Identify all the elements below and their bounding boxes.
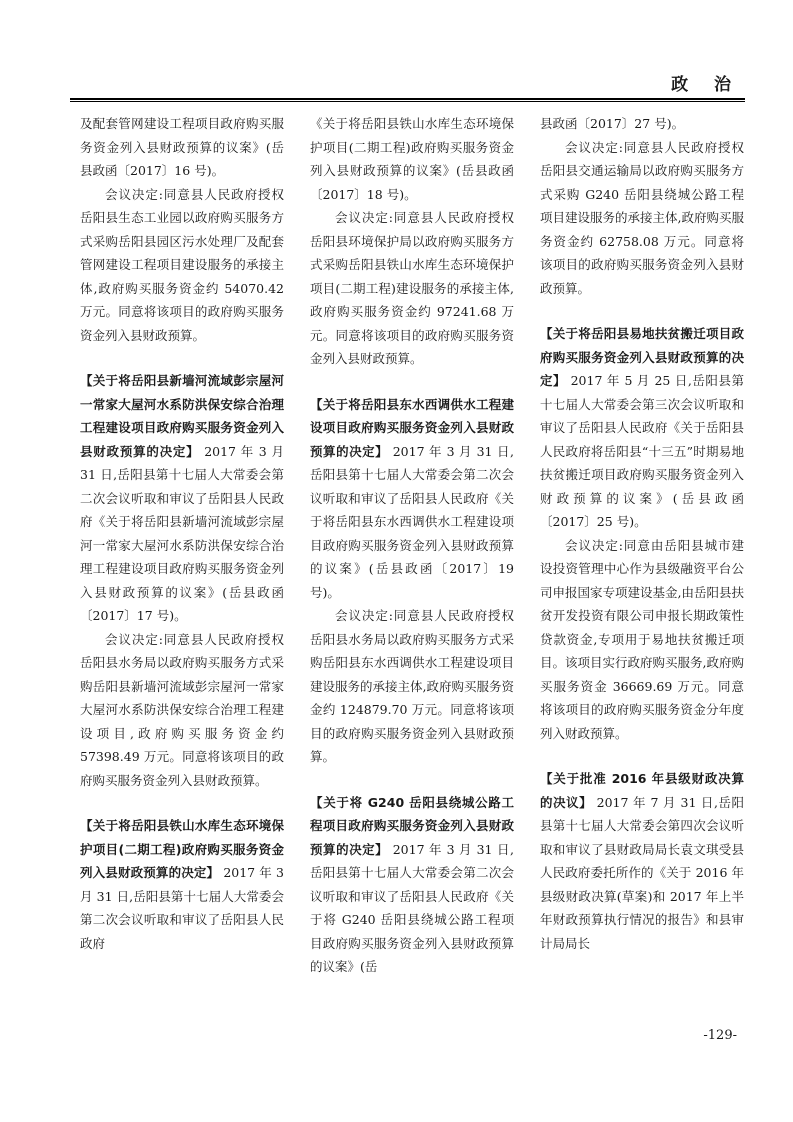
paragraph: 会议决定:同意县人民政府授权岳阳县水务局以政府购买服务方式采购岳阳县新墙河流域彭宗屋河一常家大屋河水系防洪保安综合治理工程建设项目,政府购买服务资金约 57398.49 万元。同意将该项目的政府购买服务资金列入县财政预算。 bbox=[80, 631, 284, 788]
page-number: -129- bbox=[703, 1028, 737, 1043]
section-title: 政 治 bbox=[671, 75, 741, 95]
page-header bbox=[70, 66, 745, 98]
paragraph: 会议决定:同意县人民政府授权岳阳县环境保护局以政府购买服务方式采购岳阳县铁山水库生态环境保护项目(二期工程)建设服务的承接主体,政府购买服务资金约 97241.68 万元。同意将该项目的政府购买服务资金列入县财政预算。 bbox=[310, 210, 514, 366]
decision-heading: 【关于将岳阳县铁山水库生态环境保护项目(二期工程)政府购买服务资金列入县财政预算的决定】 bbox=[80, 818, 284, 880]
paragraph: 县政函〔2017〕27 号)。 bbox=[540, 116, 685, 131]
decision-heading: 【关于将 G240 岳阳县绕城公路工程项目政府购买服务资金列入县财政预算的决定】 bbox=[310, 794, 514, 857]
paragraph: 会议决定:同意县人民政府授权岳阳县生态工业园以政府购买服务方式采购岳阳县园区污水处理厂及配套管网建设工程项目建设服务的承接主体,政府购买服务资金约 54070.42 万元。同意将该项目的政府购买服务资金列入县财政预算。 bbox=[80, 186, 284, 343]
decision-text: 2017 年 3 月 31 日,岳阳县第十七届人大常委会第二次会议听取和审议了岳阳县人民政府《关于将岳阳县东水西调供水工程建设项目政府购买服务资金列入县财政预算的议案》(岳县政函〔2017〕19 号)。 bbox=[310, 443, 514, 600]
decision-entry bbox=[80, 814, 284, 955]
paragraph: 《关于将岳阳县铁山水库生态环境保护项目(二期工程)政府购买服务资金列入县财政预算的议案》(岳县政函〔2017〕18 号)。 bbox=[310, 116, 514, 202]
column-2 bbox=[310, 112, 514, 979]
paragraph: 及配套管网建设工程项目政府购买服务资金列入县财政预算的议案》(岳县政函〔2017〕16 号)。 bbox=[80, 116, 284, 178]
decision-text: 2017 年 7 月 31 日,岳阳县第十七届人大常委会第四次会议听取和审议了县财政局局长袁文琪受县人民政府委托所作的《关于 2016 年县级财政决算(草案)和 2017 年上半年财政预算执行情况的报告》和县审计局局长 bbox=[540, 794, 744, 951]
decision-text: 2017 年 3 月 31 日,岳阳县第十七届人大常委会第二次会议听取和审议了岳阳县人民政府《关于将 G240 岳阳县绕城公路工程项目政府购买服务资金列入县财政预算的议案》(岳 bbox=[310, 841, 514, 974]
decision-entry bbox=[310, 393, 514, 605]
decision-entry bbox=[540, 322, 744, 534]
decision-text: 2017 年 3 月 31 日,岳阳县第十七届人大常委会第二次会议听取和审议了岳阳县人民政府 bbox=[80, 865, 284, 951]
decision-heading: 【关于将岳阳县东水西调供水工程建设项目政府购买服务资金列入县财政预算的决定】 bbox=[310, 396, 514, 459]
decision-text: 2017 年 5 月 25 日,岳阳县第十七届人大常委会第三次会议听取和审议了岳阳县人民政府《关于岳阳县人民政府将岳阳县“十三五”时期易地扶贫搬迁项目政府购买服务资金列入财政预算的议案》(岳县政函〔2017〕25 号)。 bbox=[540, 373, 744, 529]
decision-text: 2017 年 3 月 31 日,岳阳县第十七届人大常委会第二次会议听取和审议了岳阳县人民政府《关于将岳阳县新墙河流域彭宗屋河一常家大屋河水系防洪保安综合治理工程建设项目政府购买服务资金列入县财政预算的议案》(岳县政函〔2017〕17 号)。 bbox=[80, 443, 284, 623]
decision-heading: 【关于将岳阳县易地扶贫搬迁项目政府购买服务资金列入县财政预算的决定】 bbox=[540, 326, 744, 388]
paragraph: 会议决定:同意县人民政府授权岳阳县水务局以政府购买服务方式采购岳阳县东水西调供水工程建设项目建设服务的承接主体,政府购买服务资金约 124879.70 万元。同意将该项目的政府购买服务资金列入县财政预算。 bbox=[310, 608, 514, 764]
column-3 bbox=[540, 112, 744, 955]
header-rule-thick bbox=[70, 98, 745, 100]
header-rule-thin bbox=[70, 101, 745, 102]
paragraph: 会议决定:同意县人民政府授权岳阳县交通运输局以政府购买服务方式采购 G240 岳阳县绕城公路工程项目建设服务的承接主体,政府购买服务资金约 62758.08 万元。同意将该项目的政府购买服务资金列入县财政预算。 bbox=[540, 139, 744, 296]
decision-heading: 【关于将岳阳县新墙河流域彭宗屋河一常家大屋河水系防洪保安综合治理工程建设项目政府购买服务资金列入县财政预算的决定】 bbox=[80, 373, 284, 459]
column-1 bbox=[80, 112, 284, 955]
paragraph: 会议决定:同意由岳阳县城市建设投资管理中心作为县级融资平台公司申报国家专项建设基金,由岳阳县扶贫开发投资有限公司申报长期政策性贷款资金,专项用于易地扶贫搬迁项目。该项目实行政府购买服务,政府购买服务资金 36669.69 万元。同意将该项目的政府购买服务资金分年度列入财政预算。 bbox=[540, 537, 744, 741]
decision-entry bbox=[310, 791, 514, 979]
decision-heading: 【关于批准 2016 年县级财政决算的决议】 bbox=[540, 771, 744, 810]
decision-entry bbox=[80, 369, 284, 628]
decision-entry bbox=[540, 767, 744, 955]
